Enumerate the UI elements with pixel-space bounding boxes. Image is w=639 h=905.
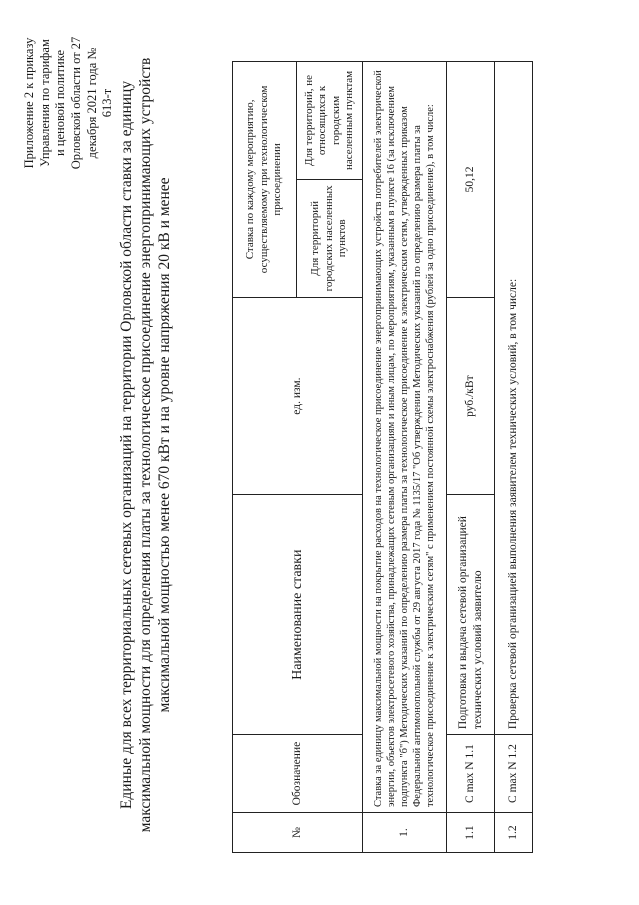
- row-num: 1.: [363, 813, 447, 853]
- table-row: [495, 62, 533, 853]
- header-rural: Для территорий, не относящихся к городским населенным пунктам: [297, 62, 363, 180]
- header-urban: Для территорий городских населенных пунктов: [297, 179, 363, 297]
- table-header-row: [233, 62, 297, 853]
- appendix-note: [22, 28, 116, 178]
- rates-table: [232, 61, 533, 853]
- header-unit: ед. изм.: [233, 297, 363, 495]
- header-name: Наименование ставки: [233, 495, 363, 735]
- row-num: 1.2: [495, 813, 533, 853]
- appendix-line: декабря 2021 года №: [84, 47, 99, 159]
- table-row: [447, 62, 495, 853]
- table-row: [363, 62, 447, 853]
- document-title: [118, 45, 175, 845]
- appendix-line: Орловской области от 27: [68, 36, 83, 170]
- header-rate-group: Ставка по каждому мероприятию, осуществляемому при технологическом присоединении: [233, 62, 297, 298]
- section-text: Ставка за единицу максимальной мощности на покрытие расходов на технологическое присоединение энергопринимающих устройств потребителей электрической энергии, объектов электросетевого хозяйства, принадлежащих сетевым организациям и иным лицам, по мероприятиям, указанным в пункте 16 (за исключением подпункта "б") Методических указаний по определению размера платы за технологическое присоединение к электрическим сетям, утвержденных приказом Федеральной антимонопольной службы от 29 августа 2017 года № 1135/17 "Об утверждении Методических указаний по определению размера платы за технологическое присоединение к электрическим сетям" с применением постоянной схемы электроснабжения (рублей за одно присоединение), в том числе:: [363, 62, 447, 813]
- row-code: C max N 1.2: [495, 735, 533, 813]
- row-text: Проверка сетевой организацией выполнения заявителем технических условий, в том числе:: [495, 62, 533, 735]
- appendix-line: и ценовой политике: [53, 49, 68, 157]
- row-num: 1.1: [447, 813, 495, 853]
- title-line: максимальной мощностью менее 670 кВт и на уровне напряжения 20 кВ и менее: [155, 177, 173, 713]
- appendix-line: Управления по тарифам: [37, 39, 52, 167]
- header-num: №: [233, 813, 363, 853]
- row-name: Подготовка и выдача сетевой организацией технических условий заявителю: [447, 495, 495, 735]
- row-unit: руб./кВт: [447, 297, 495, 495]
- row-value: 50,12: [447, 62, 495, 298]
- header-code: Обозначение: [233, 735, 363, 813]
- title-line: максимальной мощности для определения платы за технологическое присоединение энергопринимающих устройств: [136, 57, 154, 833]
- appendix-line: 613-т: [100, 88, 115, 118]
- row-code: C max N 1.1: [447, 735, 495, 813]
- appendix-line: Приложение 2 к приказу: [22, 37, 36, 169]
- title-line: Единые для всех территориальных сетевых организаций на территории Орловской области ставки за единицу: [118, 80, 135, 810]
